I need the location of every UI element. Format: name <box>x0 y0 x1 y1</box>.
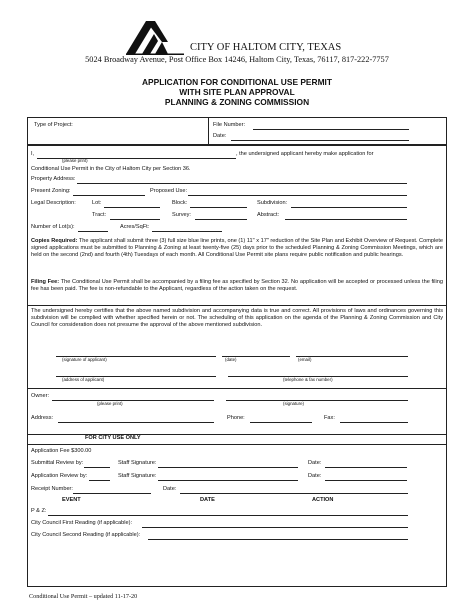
file-number-field[interactable] <box>253 129 409 130</box>
survey-label: Survey: <box>172 212 191 218</box>
submittal-staff-signature-field[interactable] <box>158 467 298 468</box>
proposed-use-field[interactable] <box>188 195 407 196</box>
receipt-number-label: Receipt Number: <box>31 486 73 492</box>
filing-fee-text: The Conditional Use Permit shall be accompanied by a filing fee as specified by Section 32. No application will be accepted or processed unless the filing fee has been paid. The fee is non-refundable to the Applicant, regardless of the action taken on the request. <box>31 279 444 292</box>
top-date-field[interactable] <box>231 140 409 141</box>
phone-fax-caption: (telephone & fax number) <box>283 377 333 382</box>
city-use-heading: FOR CITY USE ONLY <box>85 435 141 441</box>
owner-fax-label: Fax: <box>324 415 335 421</box>
receipt-number-field[interactable] <box>73 493 151 494</box>
receipt-date-field[interactable] <box>180 493 408 494</box>
owner-fax-field[interactable] <box>340 422 408 423</box>
application-date-label: Date: <box>308 473 322 479</box>
p-and-z-label: P & Z: <box>31 508 47 514</box>
application-staff-signature-label: Staff Signature: <box>118 473 157 479</box>
acres-sqft-label: Acres/SqFt: <box>120 224 150 230</box>
owner-address-label: Address: <box>31 415 54 421</box>
lot-label: Lot: <box>92 200 102 206</box>
survey-field[interactable] <box>195 219 247 220</box>
block-field[interactable] <box>190 207 247 208</box>
city-address: 5024 Broadway Avenue, Post Office Box 14246, Haltom City, Texas, 76117, 817-222-7757 <box>85 55 389 64</box>
subdivision-label: Subdivision: <box>257 200 288 206</box>
block-label: Block: <box>172 200 188 206</box>
form-title-line1: APPLICATION FOR CONDITIONAL USE PERMIT <box>142 77 332 87</box>
copies-required-label: Copies Required: <box>31 238 78 244</box>
present-zoning-label: Present Zoning: <box>31 188 71 194</box>
copies-required-text: The applicant shall submit three (3) full size blue line prints, one (1) 11" x 17" reduction of the Site Plan and Exhibit Overview of Request. Complete signed applications must be submitted to Planning & Zoning at least twenty-five (25) days prior to the scheduled Planning & Zoning Commission Meetings, which are held on the second (2nd) and fourth (4th) Tuesdays of each month. All Conditional Use Permit site plans require public notification and public hearings. <box>31 238 443 258</box>
p-and-z-field[interactable] <box>48 515 408 516</box>
date-caption: (date) <box>225 357 237 362</box>
submittal-date-label: Date: <box>308 460 322 466</box>
action-column-header: ACTION <box>312 497 334 503</box>
abstract-field[interactable] <box>285 219 407 220</box>
owner-signature-caption: (signature) <box>283 401 304 406</box>
filing-fee-label: Filing Fee: <box>31 279 60 285</box>
email-caption: (email) <box>298 357 312 362</box>
signature-applicant-caption: (signature of applicant) <box>62 357 107 362</box>
submittal-reviewer-field[interactable] <box>84 467 110 468</box>
applicant-statement-line2: Conditional Use Permit in the City of Haltom City per Section 36. <box>31 166 191 172</box>
footer-text: Conditional Use Permit – updated 11-17-20 <box>29 593 138 600</box>
present-zoning-field[interactable] <box>73 195 145 196</box>
application-date-field[interactable] <box>325 480 407 481</box>
owner-name-field[interactable] <box>52 400 214 401</box>
submittal-review-label: Submittal Review by: <box>31 460 84 466</box>
city-logo <box>124 15 186 55</box>
owner-phone-field[interactable] <box>250 422 312 423</box>
abstract-label: Abstract: <box>257 212 280 218</box>
tract-field[interactable] <box>110 219 160 220</box>
owner-phone-label: Phone: <box>227 415 245 421</box>
applicant-email-field[interactable] <box>296 356 408 357</box>
address-applicant-caption: (address of applicant) <box>62 377 105 382</box>
lot-field[interactable] <box>104 207 160 208</box>
submittal-date-field[interactable] <box>325 467 407 468</box>
i-label: I, <box>31 151 35 157</box>
receipt-date-label: Date: <box>163 486 177 492</box>
form-title-line3: PLANNING & ZONING COMMISSION <box>164 97 310 107</box>
city-name: CITY OF HALTOM CITY, TEXAS <box>190 42 342 53</box>
owner-signature-field[interactable] <box>226 400 408 401</box>
council-second-reading-label: City Council Second Reading (if applicable): <box>31 532 141 538</box>
type-of-project-label: Type of Project: <box>34 122 73 128</box>
please-print-caption: (please print) <box>62 158 88 163</box>
owner-label: Owner: <box>31 393 50 399</box>
form-title-line2: WITH SITE PLAN APPROVAL <box>179 87 295 97</box>
file-number-label: File Number: <box>213 122 246 128</box>
owner-please-print-caption: (please print) <box>97 401 123 406</box>
legal-description-label: Legal Description: <box>31 200 76 206</box>
council-second-reading-field[interactable] <box>148 539 408 540</box>
council-first-reading-label: City Council First Reading (if applicable): <box>31 520 133 526</box>
number-of-lots-label: Number of Lot(s): <box>31 224 75 230</box>
filing-fee-paragraph <box>31 279 443 293</box>
submittal-staff-signature-label: Staff Signature: <box>118 460 157 466</box>
application-fee-label: Application Fee $300.00 <box>31 448 92 454</box>
property-address-label: Property Address: <box>31 176 76 182</box>
event-column-header: EVENT <box>62 497 81 503</box>
acres-sqft-field[interactable] <box>152 231 222 232</box>
applicant-statement-end: , the undersigned applicant hereby make application for <box>236 151 374 157</box>
number-of-lots-field[interactable] <box>78 231 108 232</box>
tract-label: Tract: <box>92 212 107 218</box>
top-date-label: Date: <box>213 133 227 139</box>
property-address-field[interactable] <box>77 183 407 184</box>
proposed-use-label: Proposed Use: <box>150 188 188 194</box>
certification-paragraph: The undersigned hereby certifies that the above named subdivision and accompanying data is true and correct. All provisions of laws and ordinances governing this subdivision will be complied with whether specified herein or not. The scheduling of this application on the agenda of the Planning & Zoning Commission and City Council for consideration does not presume the approval of the above mentioned subdivision. <box>31 308 443 328</box>
owner-address-field[interactable] <box>58 422 214 423</box>
copies-required-paragraph <box>31 238 443 259</box>
subdivision-field[interactable] <box>291 207 407 208</box>
application-reviewer-field[interactable] <box>89 480 110 481</box>
council-first-reading-field[interactable] <box>142 527 408 528</box>
application-staff-signature-field[interactable] <box>158 480 298 481</box>
application-review-label: Application Review by: <box>31 473 88 479</box>
date-column-header: DATE <box>200 497 215 503</box>
